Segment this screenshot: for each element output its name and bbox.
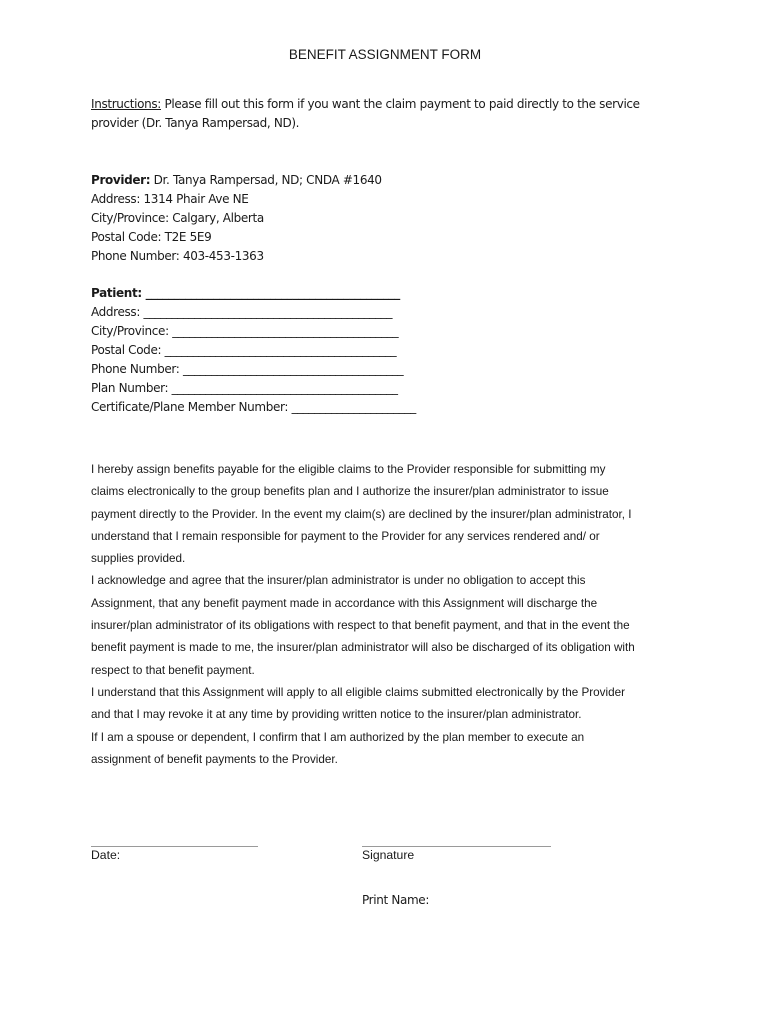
paragraph-line: I acknowledge and agree that the insurer/plan administrator is under no obligation to accept this <box>91 574 586 588</box>
instructions <box>91 95 671 133</box>
patient-name-field[interactable] <box>91 284 416 303</box>
provider-phone: Phone Number: 403-453-1363 <box>91 249 264 263</box>
print-name-label: Print Name: <box>362 893 430 907</box>
provider-postal: Postal Code: T2E 5E9 <box>91 230 212 244</box>
paragraph-line: and that I may revoke it at any time by providing written notice to the insurer/plan administrator. <box>91 708 582 722</box>
patient-address-field[interactable]: Address: ____________________________________________ <box>91 305 393 319</box>
patient-plan-field[interactable]: Plan Number: ________________________________________ <box>91 381 398 395</box>
patient-postal-field[interactable]: Postal Code: _________________________________________ <box>91 343 397 357</box>
paragraph-line: claims electronically to the group benefits plan and I authorize the insurer/plan administrator to issue <box>91 485 609 499</box>
provider-label: Provider: <box>91 173 151 187</box>
instructions-label: Instructions: <box>91 97 161 111</box>
paragraph-line: Assignment, that any benefit payment made in accordance with this Assignment will discharge the <box>91 596 598 610</box>
provider-section <box>91 171 382 266</box>
patient-name-blank[interactable]: _____________________________________________ <box>145 286 400 300</box>
paragraph-line: supplies provided. <box>91 552 186 566</box>
provider-city: City/Province: Calgary, Alberta <box>91 211 264 225</box>
patient-certificate-field[interactable]: Certificate/Plane Member Number: ______________________ <box>91 400 416 414</box>
patient-city-field[interactable]: City/Province: ________________________________________ <box>91 324 399 338</box>
paragraph-line: If I am a spouse or dependent, I confirm that I am authorized by the plan member to execute an <box>91 730 585 744</box>
paragraph-line: payment directly to the Provider. In the event my claim(s) are declined by the insurer/plan administrator, I <box>91 507 632 521</box>
paragraph-line: benefit payment is made to me, the insurer/plan administrator will also be discharged of its obligation with <box>91 641 635 655</box>
date-label: Date: <box>91 848 121 862</box>
provider-address: Address: 1314 Phair Ave NE <box>91 192 249 206</box>
paragraph-line: understand that I remain responsible for payment to the Provider for any services rendered and/ or <box>91 529 600 543</box>
patient-label: Patient: <box>91 286 142 300</box>
paragraph-line: I hereby assign benefits payable for the eligible claims to the Provider responsible for submitting my <box>91 463 606 476</box>
form-title: BENEFIT ASSIGNMENT FORM <box>288 47 482 62</box>
instructions-text-2: provider (Dr. Tanya Rampersad, ND). <box>91 116 300 130</box>
paragraph-line: I understand that this Assignment will apply to all eligible claims submitted electronically by the Provider <box>91 685 625 699</box>
assignment-paragraph <box>91 459 691 771</box>
provider-value: Dr. Tanya Rampersad, ND; CNDA #1640 <box>153 173 382 187</box>
paragraph-line: assignment of benefit payments to the Provider. <box>91 752 338 766</box>
date-signature-line[interactable] <box>91 846 258 847</box>
paragraph-line: insurer/plan administrator of its obligations with respect to that benefit payment, and that in the event the <box>91 619 630 633</box>
paragraph-line: respect to that benefit payment. <box>91 663 255 677</box>
patient-section <box>91 284 416 417</box>
provider-line <box>91 171 382 190</box>
patient-phone-field[interactable]: Phone Number: _______________________________________ <box>91 362 404 376</box>
signature-label: Signature <box>362 848 415 862</box>
instructions-text-1: Please fill out this form if you want the claim payment to paid directly to the service <box>164 97 640 111</box>
signature-line[interactable] <box>362 846 551 847</box>
